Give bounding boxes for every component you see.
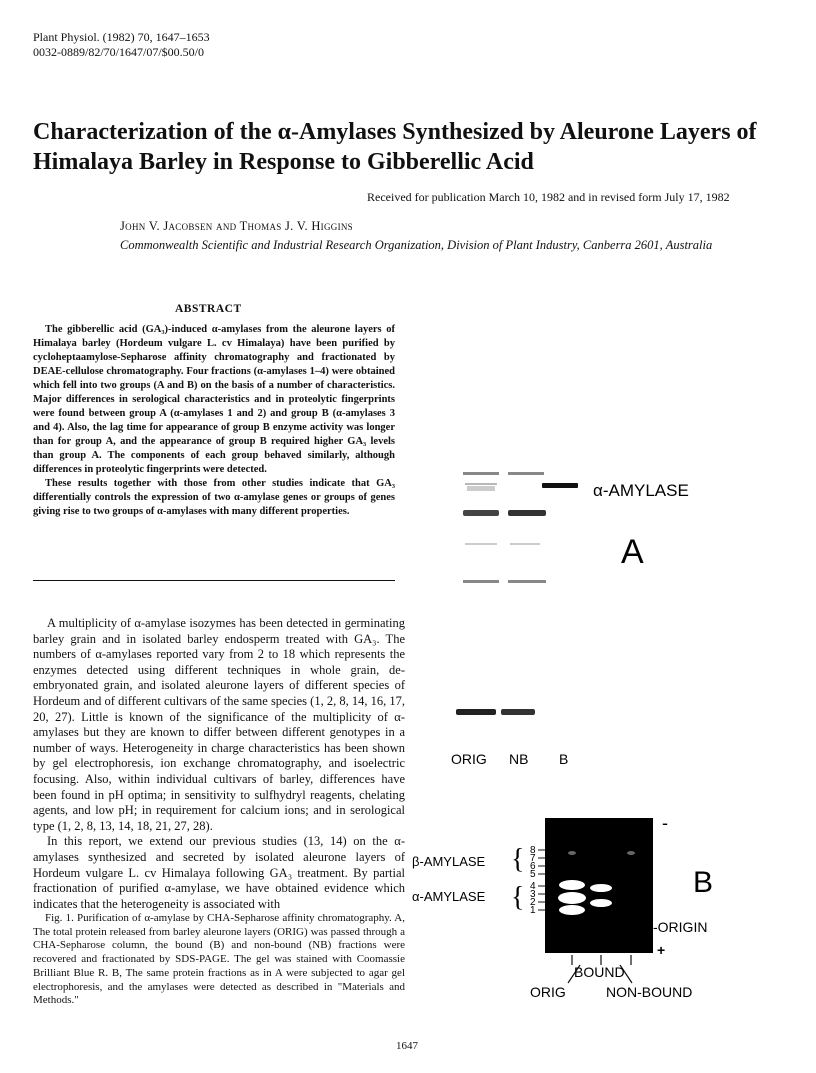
figure-panel-b [410,815,810,1005]
tick-5: 5 [530,869,536,880]
tick-2: 2 [530,897,536,908]
journal-line-2: 0032-0889/82/70/1647/07/$00.50/0 [33,45,204,59]
lane-label-nb-a: NB [509,751,529,767]
lane-label-bound: BOUND [574,964,625,980]
abstract [33,323,395,519]
gel-bands-a [456,472,578,715]
abstract-paragraph-1: The gibberellic acid (GA₃)-induced α-amylases from the aleurone layers of Himalaya barley (Hordeum vulgare L. cv Himalaya) have been purified by cycloheptaamylose-Sepharose affinity chromatography and fractionated by DEAE-cellulose chromatography. Four fractions (α-amylases 1–4) were obtained which fell into two groups (A and B) on the basis of a number of characteristics. Major differences in serological characteristics and in proteolytic fingerprints were found between group A (α-amylases 1 and 2) and group B (α-amylases 3 and 4). Also, the lag time for appearance of group B enzyme activity was longer than for group A, and the appearance of group B required higher GA₃ levels than group A. The components of each group behaved similarly, although differences in proteolytic fingerprints were detected. [33,324,395,475]
received-date: Received for publication March 10, 1982 and in revised form July 17, 1982 [367,190,730,204]
plus-sign: + [657,942,666,958]
minus-sign: - [662,815,668,833]
authors [120,219,353,234]
brace-beta: { [511,844,525,875]
origin-label: -ORIGIN [653,919,708,935]
figure-caption-text: Fig. 1. Purification of α-amylase by CHA-Sepharose affinity chromatography. A, The total protein released from barley aleurone layers (ORIG) was passed through a CHA-Sepharose column, the bound (B) and non-bound (NB) fractions were recovered and fractionated by SDS-PAGE. The gel was stained with Coomassie Brilliant Blue R. B, The same protein fractions as in A were subjected to agar gel electrophoresis, and the amylases were detected as described in "Materials and Methods." [33,912,405,1007]
beta-amylase-label: β-AMYLASE [412,854,486,869]
tick-7: 7 [530,853,536,864]
alpha-amylase-label-b: α-AMYLASE [412,889,486,904]
abstract-heading: ABSTRACT [175,303,242,315]
alpha-amylase-label-a: α-AMYLASE [593,481,689,500]
tick-4: 4 [530,881,536,892]
tick-8: 8 [530,845,536,856]
body-paragraph-1: A multiplicity of α-amylase isozymes has been detected in germinating barley grain and in isolated barley endosperm treated with GA₃. The numbers of α-amylases reported vary from 2 to 18 which represents the enzymes detected using different techniques in whole grain, de-embryonated grain, and isolated aleurone layers of different species of Hordeum and of different cultivars of the same species (1, 2, 8, 14, 16, 17, 20, 27). Little is known of the significance of the multiplicity of α-amylases but they are known to differ between different genotypes in a number of ways. Heterogeneity in charge characteristics has been shown by gel electrophoresis, ion exchange chromatography, and isoelectric focusing. Also, within individual cultivars of barley, differences have been found in pH optima; in sensitivity to sulfhydryl reagents, chelating agents, and low pH; in requirement for calcium ions; and in serological type (1, 2, 8, 13, 14, 18, 21, 27, 28). [33,616,405,833]
page-number: 1647 [396,1040,418,1052]
body-paragraph-2: In this report, we extend our previous studies (13, 14) on the α-amylases synthesized and secreted by isolated aleurone layers of Hordeum vulgare L. cv Himalaya following GA₃ treatment. By partial fractionation of purified α-amylase, we have obtained evidence which indicates that the heterogeneity is associated with [33,834,405,911]
lane-label-b-a: B [559,751,569,767]
figure-panel-a [445,460,795,770]
abstract-paragraph-2: These results together with those from other studies indicate that GA₃ differentially controls the expression of two α-amylase genes or groups of genes giving rise to two groups of α-amylases with many different properties. [33,478,395,517]
section-divider [33,580,395,581]
panel-a-letter: A [621,533,644,571]
journal-citation [33,30,210,60]
article-title: Characterization of the α-Amylases Synthesized by Aleurone Layers of Himalaya Barley in Response to Gibberellic Acid [33,119,757,175]
tick-lines [538,850,545,910]
author-names: John V. Jacobsen and Thomas J. V. Higgins [120,219,353,233]
affiliation: Commonwealth Scientific and Industrial Research Organization, Division of Plant Industry, Canberra 2601, Australia [120,238,713,252]
tick-1: 1 [530,905,536,916]
tick-6: 6 [530,861,536,872]
journal-line-1: Plant Physiol. (1982) 70, 1647–1653 [33,30,210,44]
lane-label-orig-b: ORIG [530,984,566,1000]
body-text [33,616,405,912]
figure-caption [33,912,405,1008]
tick-3: 3 [530,889,536,900]
panel-b-letter: B [693,866,714,899]
brace-alpha: { [511,882,525,913]
lane-label-non-bound: NON-BOUND [606,984,693,1000]
band-number-ticks [530,845,536,916]
lane-label-orig-a: ORIG [451,751,487,767]
